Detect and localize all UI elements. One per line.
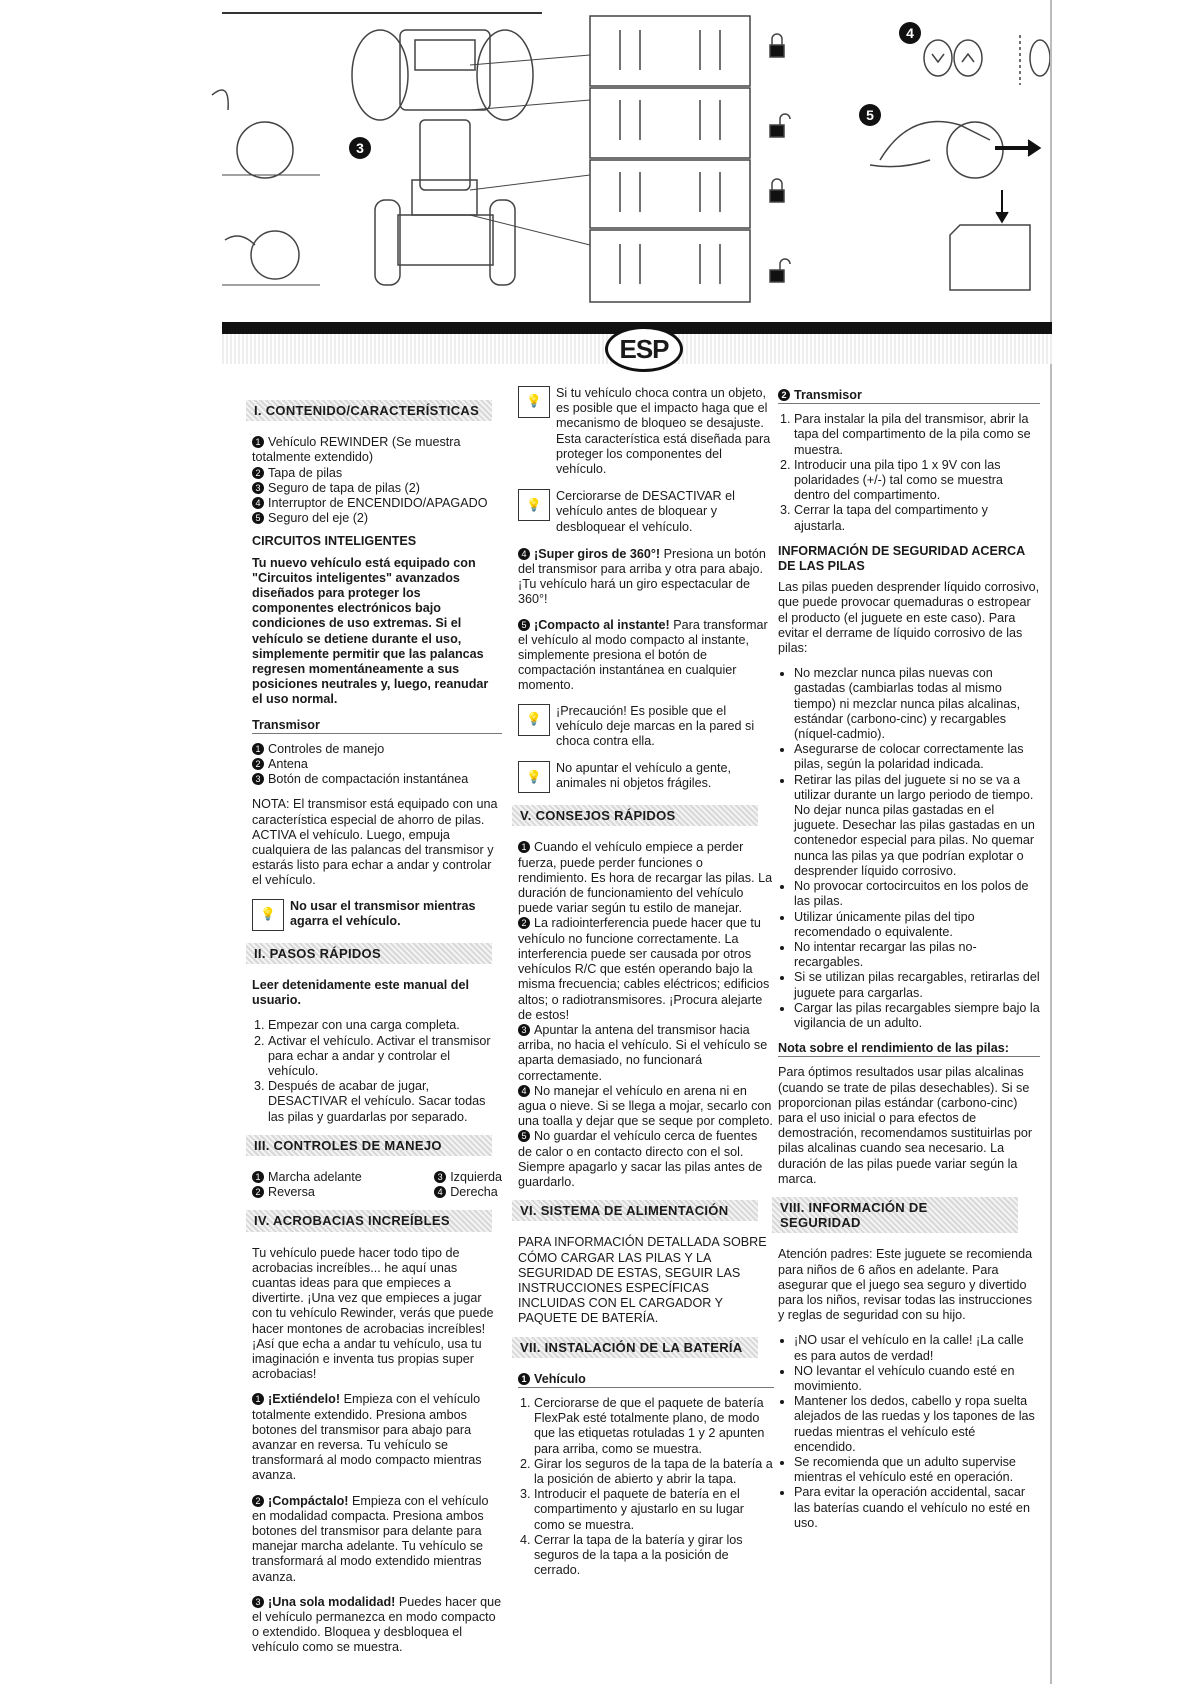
section-contents-title: I. CONTENIDO/CARACTERÍSTICAS	[246, 400, 492, 421]
note-text: NOTA: El transmisor está equipado con una característica especial de ahorro de pilas. ACTIVA el vehículo. Luego, empuja cualquiera de las palancas del transmisor y estarás listo para echar a andar y controlar el vehículo.	[252, 797, 498, 888]
list-item: 3. Cerrar la tapa del compartimento y ajustarla.	[794, 503, 1040, 533]
list-item: • NO levantar el vehículo cuando esté en movimiento.	[794, 1364, 1040, 1394]
battery-safety-list	[778, 666, 1040, 1031]
list-item: • Utilizar únicamente pilas del tipo recomendado o equivalente.	[794, 910, 1040, 940]
list-item: 1. Cerciorarse de que el paquete de batería FlexPak esté totalmente plano, de modo que las etiquetas rotuladas 1 y 2 apunten para arriba, como se muestra.	[534, 1396, 774, 1457]
list-item: 2 Antena	[252, 757, 502, 772]
list-item: • Mantener los dedos, cabello y ropa suelta alejados de las ruedas y los tapones de las ruedas mientras el vehículo esté encendido.	[794, 1394, 1040, 1455]
right-margin-rule	[1050, 0, 1052, 1684]
assembly-illustration	[0, 0, 1188, 322]
language-badge: ESP	[605, 326, 683, 372]
lightbulb-icon: 💡	[518, 489, 550, 521]
lightbulb-icon: 💡	[252, 899, 284, 931]
list-item: 2. Introducir una pila tipo 1 x 9V con las polaridades (+/-) tal como se muestra dentro del compartimento.	[794, 458, 1040, 504]
warning-box: 💡 Cerciorarse de DESACTIVAR el vehículo antes de bloquear y desbloquear el vehículo.	[518, 489, 774, 535]
column-2	[518, 378, 774, 1588]
safety-list	[778, 1333, 1040, 1531]
list-item: • Para evitar la operación accidental, sacar las baterías cuando el vehículo no esté en uso.	[794, 1485, 1040, 1531]
stunt-extend: 1 ¡Extiéndelo! Empieza con el vehículo totalmente extendido. Presiona ambos botones del transmisor para abajo para avanzar en reversa. Tu vehículo se transformará al modo compacto mientras avanza.	[252, 1392, 482, 1483]
list-item: 1 Marcha adelante	[252, 1170, 362, 1185]
list-item: • Se recomienda que un adulto supervise mientras el vehículo esté en operación.	[794, 1455, 1040, 1485]
list-item: 1 Controles de manejo	[252, 742, 502, 757]
list-item: 3 Botón de compactación instantánea	[252, 772, 502, 787]
vehicle-steps	[518, 1396, 774, 1578]
quick-steps-lead: Leer detenidamente este manual del usuario.	[252, 977, 469, 1008]
list-item: 4. Cerrar la tapa de la batería y girar los seguros de la tapa a la posición de cerrado.	[534, 1533, 774, 1579]
quick-steps-list	[252, 1018, 502, 1124]
battery-safety-text: Las pilas pueden desprender líquido corrosivo, que puede provocar quemaduras o estropear el producto (el juguete en este caso). Para evitar el derrame de líquido corrosivo de las pilas:	[778, 580, 1040, 656]
safety-text: Atención padres: Este juguete se recomienda para niños de 6 años en adelante. Para asegurar que el juego sea seguro y divertido para los niños, revisar todas las instrucciones y reglas de seguridad con su hijo.	[778, 1247, 1033, 1323]
list-item: 2 Tapa de pilas	[252, 466, 502, 481]
list-item: • Retirar las pilas del juguete si no se va a utilizar durante un largo periodo de tiempo. No dejar nunca pilas gastadas en el juguete. Desechar las pilas gastadas en un contenedor especial para pilas. No quemar nunca las pilas ya que podrían explotar o desprender líquido corrosivo.	[794, 773, 1040, 879]
list-item: 3 Apuntar la antena del transmisor hacia arriba, no hacia el vehículo. Si el vehículo se aparta demasiado, no funcionará correctamente.	[518, 1022, 768, 1083]
contents-list	[252, 435, 502, 526]
transmitter-battery-title: 2 Transmisor	[778, 388, 1040, 404]
list-item: • Asegurarse de colocar correctamente las pilas, según la polaridad indicada.	[794, 742, 1040, 772]
vehicle-subtitle: 1 Vehículo	[518, 1372, 774, 1388]
transmitter-steps	[778, 412, 1040, 534]
controls-grid	[252, 1170, 502, 1200]
list-item: 3. Introducir el paquete de batería en el compartimento y ajustarlo en su lugar como se muestra.	[534, 1487, 774, 1533]
list-item: • No intentar recargar las pilas no-recargables.	[794, 940, 1040, 970]
lightbulb-icon: 💡	[518, 761, 550, 793]
column-3	[778, 378, 1040, 1541]
list-item: 5 Seguro del eje (2)	[252, 511, 502, 526]
lightbulb-icon: 💡	[518, 704, 550, 736]
list-item: • Cargar las pilas recargables siempre bajo la vigilancia de un adulto.	[794, 1001, 1040, 1031]
list-item: 3. Después de acabar de jugar, DESACTIVAR el vehículo. Sacar todas las pilas y guardarlas por separado.	[268, 1079, 502, 1125]
warning-box: 💡 No apuntar el vehículo a gente, animales ni objetos frágiles.	[518, 761, 774, 793]
section-power-title: VI. SISTEMA DE ALIMENTACIÓN	[512, 1200, 758, 1221]
section-stunts-title: IV. ACROBACIAS INCREÍBLES	[246, 1210, 492, 1231]
smart-circuits-text: Tu nuevo vehículo está equipado con "Circuitos inteligentes" avanzados diseñados para proteger los componentes electrónicos bajo condiciones de uso extremas. Si el vehículo se detiene durante el uso, simplemente permitir que las palancas regresen momentáneamente a sus posiciones neutrales y, luego, reanudar el uso normal.	[252, 555, 489, 707]
warning-box: 💡 Si tu vehículo choca contra un objeto, es posible que el impacto haga que el mecanismo de bloqueo se desajuste. Esta característica está diseñada para proteger los componentes del vehículo.	[518, 386, 774, 477]
step-5-number: 5	[866, 107, 874, 123]
stunt-single-mode: 3 ¡Una sola modalidad! Puedes hacer que el vehículo permanezca en modo compacto o extendido. Bloquea y desbloquea el vehículo como se muestra.	[252, 1594, 502, 1655]
battery-note-title: Nota sobre el rendimiento de las pilas:	[778, 1041, 1040, 1057]
lightbulb-icon: 💡	[518, 386, 550, 418]
stunt-360: 4 ¡Super giros de 360°! Presiona un botón del transmisor para arriba y otra para abajo. ¡Tu vehículo hará un giro espectacular de 360°!	[518, 546, 766, 607]
transmitter-title: Transmisor	[252, 718, 502, 734]
step-4-number: 4	[906, 25, 914, 41]
warning-box: 💡 ¡Precaución! Es posible que el vehículo deje marcas en la pared si choca contra ella.	[518, 704, 774, 750]
power-text: PARA INFORMACIÓN DETALLADA SOBRE CÓMO CARGAR LAS PILAS Y LA SEGURIDAD DE ESTAS, SEGUIR LAS INSTRUCCIONES ESPECÍFICAS INCLUIDAS CON EL CARGADOR Y PAQUETE DE BATERÍA.	[518, 1235, 767, 1326]
list-item: 4 Derecha	[434, 1185, 502, 1200]
section-tips-title: V. CONSEJOS RÁPIDOS	[512, 805, 758, 826]
list-item: 2. Girar los seguros de la tapa de la batería a la posición de abierto y abrir la tapa.	[534, 1457, 774, 1487]
step-3-number: 3	[356, 140, 364, 156]
section-safety-title: VIII. INFORMACIÓN DE SEGURIDAD	[772, 1197, 1018, 1233]
stunts-intro: Tu vehículo puede hacer todo tipo de acrobacias increíbles... he aquí unas cuantas ideas para que empieces a divertirte. ¡Una vez que empieces a jugar con tu vehículo Rewinder, verás que puede hacer montones de acrobacias increíbles! ¡Así que echa a andar tu vehículo, usa tu imaginación e inventa tus propias super acrobacias!	[252, 1245, 494, 1382]
list-item: • Si se utilizan pilas recargables, retirarlas del juguete para cargarlas.	[794, 970, 1040, 1000]
list-item: 2 Reversa	[252, 1185, 362, 1200]
list-item: 5 No guardar el vehículo cerca de fuentes de calor o en contacto directo con el sol. Siempre apagarlo y sacar las pilas antes de guardarlo.	[518, 1129, 763, 1189]
section-quick-steps-title: II. PASOS RÁPIDOS	[246, 943, 492, 964]
list-item: 2 La radiointerferencia puede hacer que tu vehículo no funcione correctamente. La interferencia puede ser causada por otros vehículos R/C que estén operando bajo la misma frecuencia; cables eléctricos; edificios altos; o radiotransmisores. ¡Procura alejarte de estos!	[518, 916, 770, 1022]
stunt-instant-compact: 5 ¡Compacto al instante! Para transformar el vehículo al modo compacto al instante, simplemente presiona el botón de compactación instantánea en cualquier momento.	[518, 617, 768, 693]
list-item: • ¡NO usar el vehículo en la calle! ¡La calle es para autos de verdad!	[794, 1333, 1040, 1363]
column-1	[252, 390, 502, 1666]
battery-note-text: Para óptimos resultados usar pilas alcalinas (cuando se trate de pilas desechables). Si se proporcionan pilas estándar (carbono-cinc) para el uso inicial o para efectos de demostración, recomendamos sustituirlas por pilas alcalinas cuando sea necesario. La duración de las pilas puede variar según la marca.	[778, 1065, 1033, 1186]
tips-list	[518, 840, 774, 1190]
battery-safety-title: INFORMACIÓN DE SEGURIDAD ACERCA DE LAS PILAS	[778, 543, 1025, 574]
list-item: 1. Empezar con una carga completa.	[268, 1018, 502, 1033]
list-item: 1 Cuando el vehículo empiece a perder fuerza, puede perder funciones o rendimiento. Es hora de recargar las pilas. La duración de funcionamiento del vehículo puede variar según tu estilo de manejar.	[518, 840, 773, 916]
list-item: 1. Para instalar la pila del transmisor, abrir la tapa del compartimento de la pila como se muestra.	[794, 412, 1040, 458]
section-battery-install-title: VII. INSTALACIÓN DE LA BATERÍA	[512, 1337, 758, 1358]
list-item: • No provocar cortocircuitos en los polos de las pilas.	[794, 879, 1040, 909]
list-item: 4 Interruptor de ENCENDIDO/APAGADO	[252, 496, 502, 511]
smart-circuits-title: CIRCUITOS INTELIGENTES	[252, 534, 417, 549]
transmitter-list	[252, 742, 502, 788]
list-item: 2. Activar el vehículo. Activar el transmisor para echar a andar y controlar el vehículo.	[268, 1034, 502, 1080]
list-item: 3 Seguro de tapa de pilas (2)	[252, 481, 502, 496]
list-item: • No mezclar nunca pilas nuevas con gastadas (cambiarlas todas al mismo tiempo) ni mezclar nunca pilas alcalinas, estándar (carbono-cinc) y recargables (níquel-cadmio).	[794, 666, 1040, 742]
list-item: 1 Vehículo REWINDER (Se muestra totalmente extendido)	[252, 435, 461, 465]
list-item: 3 Izquierda	[434, 1170, 502, 1185]
section-controls-title: III. CONTROLES DE MANEJO	[246, 1135, 492, 1156]
stunt-compact: 2 ¡Compáctalo! Empieza con el vehículo en modalidad compacta. Presiona ambos botones del transmisor para delante para manejar marcha adelante. Tu vehículo se transformará al modo extendido mientras avanza.	[252, 1493, 489, 1584]
list-item: 4 No manejar el vehículo en arena ni en agua o nieve. Si se llega a mojar, secarlo con una toalla y dejar que se seque por completo.	[518, 1083, 773, 1129]
warning-box: 💡 No usar el transmisor mientras agarra el vehículo.	[252, 899, 502, 931]
